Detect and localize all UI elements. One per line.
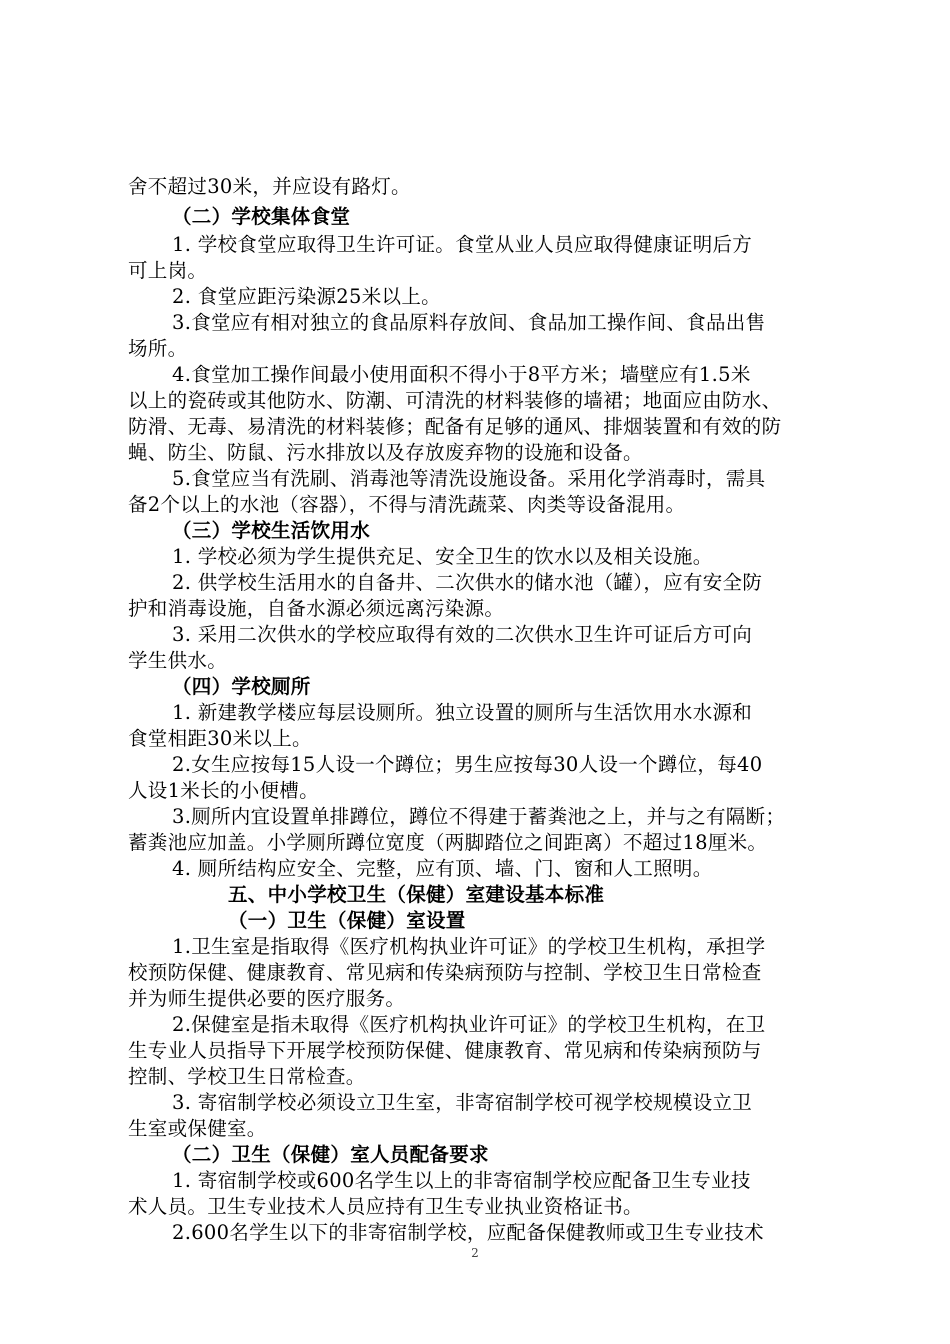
paragraph-line: 护和消毒设施，自备水源必须远离污染源。	[128, 597, 505, 620]
paragraph-line: 3.食堂应有相对独立的食品原料存放间、食品加工操作间、食品出售	[172, 311, 766, 334]
paragraph-line: 场所。	[128, 337, 188, 360]
paragraph-line: 2. 供学校生活用水的自备井、二次供水的储水池（罐），应有安全防	[172, 571, 763, 594]
paragraph-line: 1. 新建教学楼应每层设厕所。独立设置的厕所与生活饮用水水源和	[172, 701, 753, 724]
section-heading: （四）学校厕所	[172, 675, 311, 698]
paragraph-line: 舍不超过30米，并应设有路灯。	[128, 175, 411, 198]
section-heading: （二）学校集体食堂	[172, 205, 351, 228]
section-heading: （二）卫生（保健）室人员配备要求	[172, 1143, 489, 1166]
paragraph-line: 3. 采用二次供水的学校应取得有效的二次供水卫生许可证后方可向	[172, 623, 753, 646]
paragraph-line: 生专业人员指导下开展学校预防保健、健康教育、常见病和传染病预防与	[128, 1039, 762, 1062]
paragraph-line: 学生供水。	[128, 649, 228, 672]
paragraph-line: 人设1米长的小便槽。	[128, 779, 319, 802]
paragraph-line: 4.食堂加工操作间最小使用面积不得小于8平方米；墙壁应有1.5米	[172, 363, 751, 386]
paragraph-line: 生室或保健室。	[128, 1117, 267, 1140]
paragraph-line: 备2个以上的水池（容器），不得与清洗蔬菜、肉类等设备混用。	[128, 493, 686, 516]
paragraph-line: 控制、学校卫生日常检查。	[128, 1065, 366, 1088]
paragraph-line: 1. 学校必须为学生提供充足、安全卫生的饮水以及相关设施。	[172, 545, 713, 568]
paragraph-line: 防滑、无毒、易清洗的材料装修；配备有足够的通风、排烟装置和有效的防	[128, 415, 782, 438]
page-number: 2	[471, 1246, 479, 1260]
paragraph-line: 4. 厕所结构应安全、完整，应有顶、墙、门、窗和人工照明。	[172, 857, 713, 880]
paragraph-line: 并为师生提供必要的医疗服务。	[128, 987, 406, 1010]
paragraph-line: 术人员。卫生专业技术人员应持有卫生专业执业资格证书。	[128, 1195, 643, 1218]
section-heading: （三）学校生活饮用水	[172, 519, 371, 542]
paragraph-line: 食堂相距30米以上。	[128, 727, 312, 750]
paragraph-line: 2.女生应按每15人设一个蹲位；男生应按每30人设一个蹲位，每40	[172, 753, 763, 776]
paragraph-line: 3. 寄宿制学校必须设立卫生室，非寄宿制学校可视学校规模设立卫	[172, 1091, 753, 1114]
paragraph-line: 1.卫生室是指取得《医疗机构执业许可证》的学校卫生机构，承担学	[172, 935, 766, 958]
paragraph-line: 蝇、防尘、防鼠、污水排放以及存放废弃物的设施和设备。	[128, 441, 643, 464]
section-heading: （一）卫生（保健）室设置	[228, 909, 466, 932]
paragraph-line: 5.食堂应当有洗刷、消毒池等清洗设施设备。采用化学消毒时，需具	[172, 467, 766, 490]
chapter-heading: 五、中小学校卫生（保健）室建设基本标准	[228, 883, 605, 906]
paragraph-line: 3.厕所内宜设置单排蹲位，蹲位不得建于蓄粪池之上，并与之有隔断；	[172, 805, 786, 828]
paragraph-line: 1. 学校食堂应取得卫生许可证。食堂从业人员应取得健康证明后方	[172, 233, 753, 256]
paragraph-line: 2.保健室是指未取得《医疗机构执业许可证》的学校卫生机构，在卫	[172, 1013, 766, 1036]
paragraph-line: 校预防保健、健康教育、常见病和传染病预防与控制、学校卫生日常检查	[128, 961, 762, 984]
paragraph-line: 2.600名学生以下的非寄宿制学校，应配备保健教师或卫生专业技术	[172, 1221, 764, 1244]
paragraph-line: 蓄粪池应加盖。小学厕所蹲位宽度（两脚踏位之间距离）不超过18厘米。	[128, 831, 768, 854]
paragraph-line: 2. 食堂应距污染源25米以上。	[172, 285, 441, 308]
paragraph-line: 1. 寄宿制学校或600名学生以上的非寄宿制学校应配备卫生专业技	[172, 1169, 751, 1192]
paragraph-line: 可上岗。	[128, 259, 208, 282]
paragraph-line: 以上的瓷砖或其他防水、防潮、可清洗的材料装修的墙裙；地面应由防水、	[128, 389, 782, 412]
